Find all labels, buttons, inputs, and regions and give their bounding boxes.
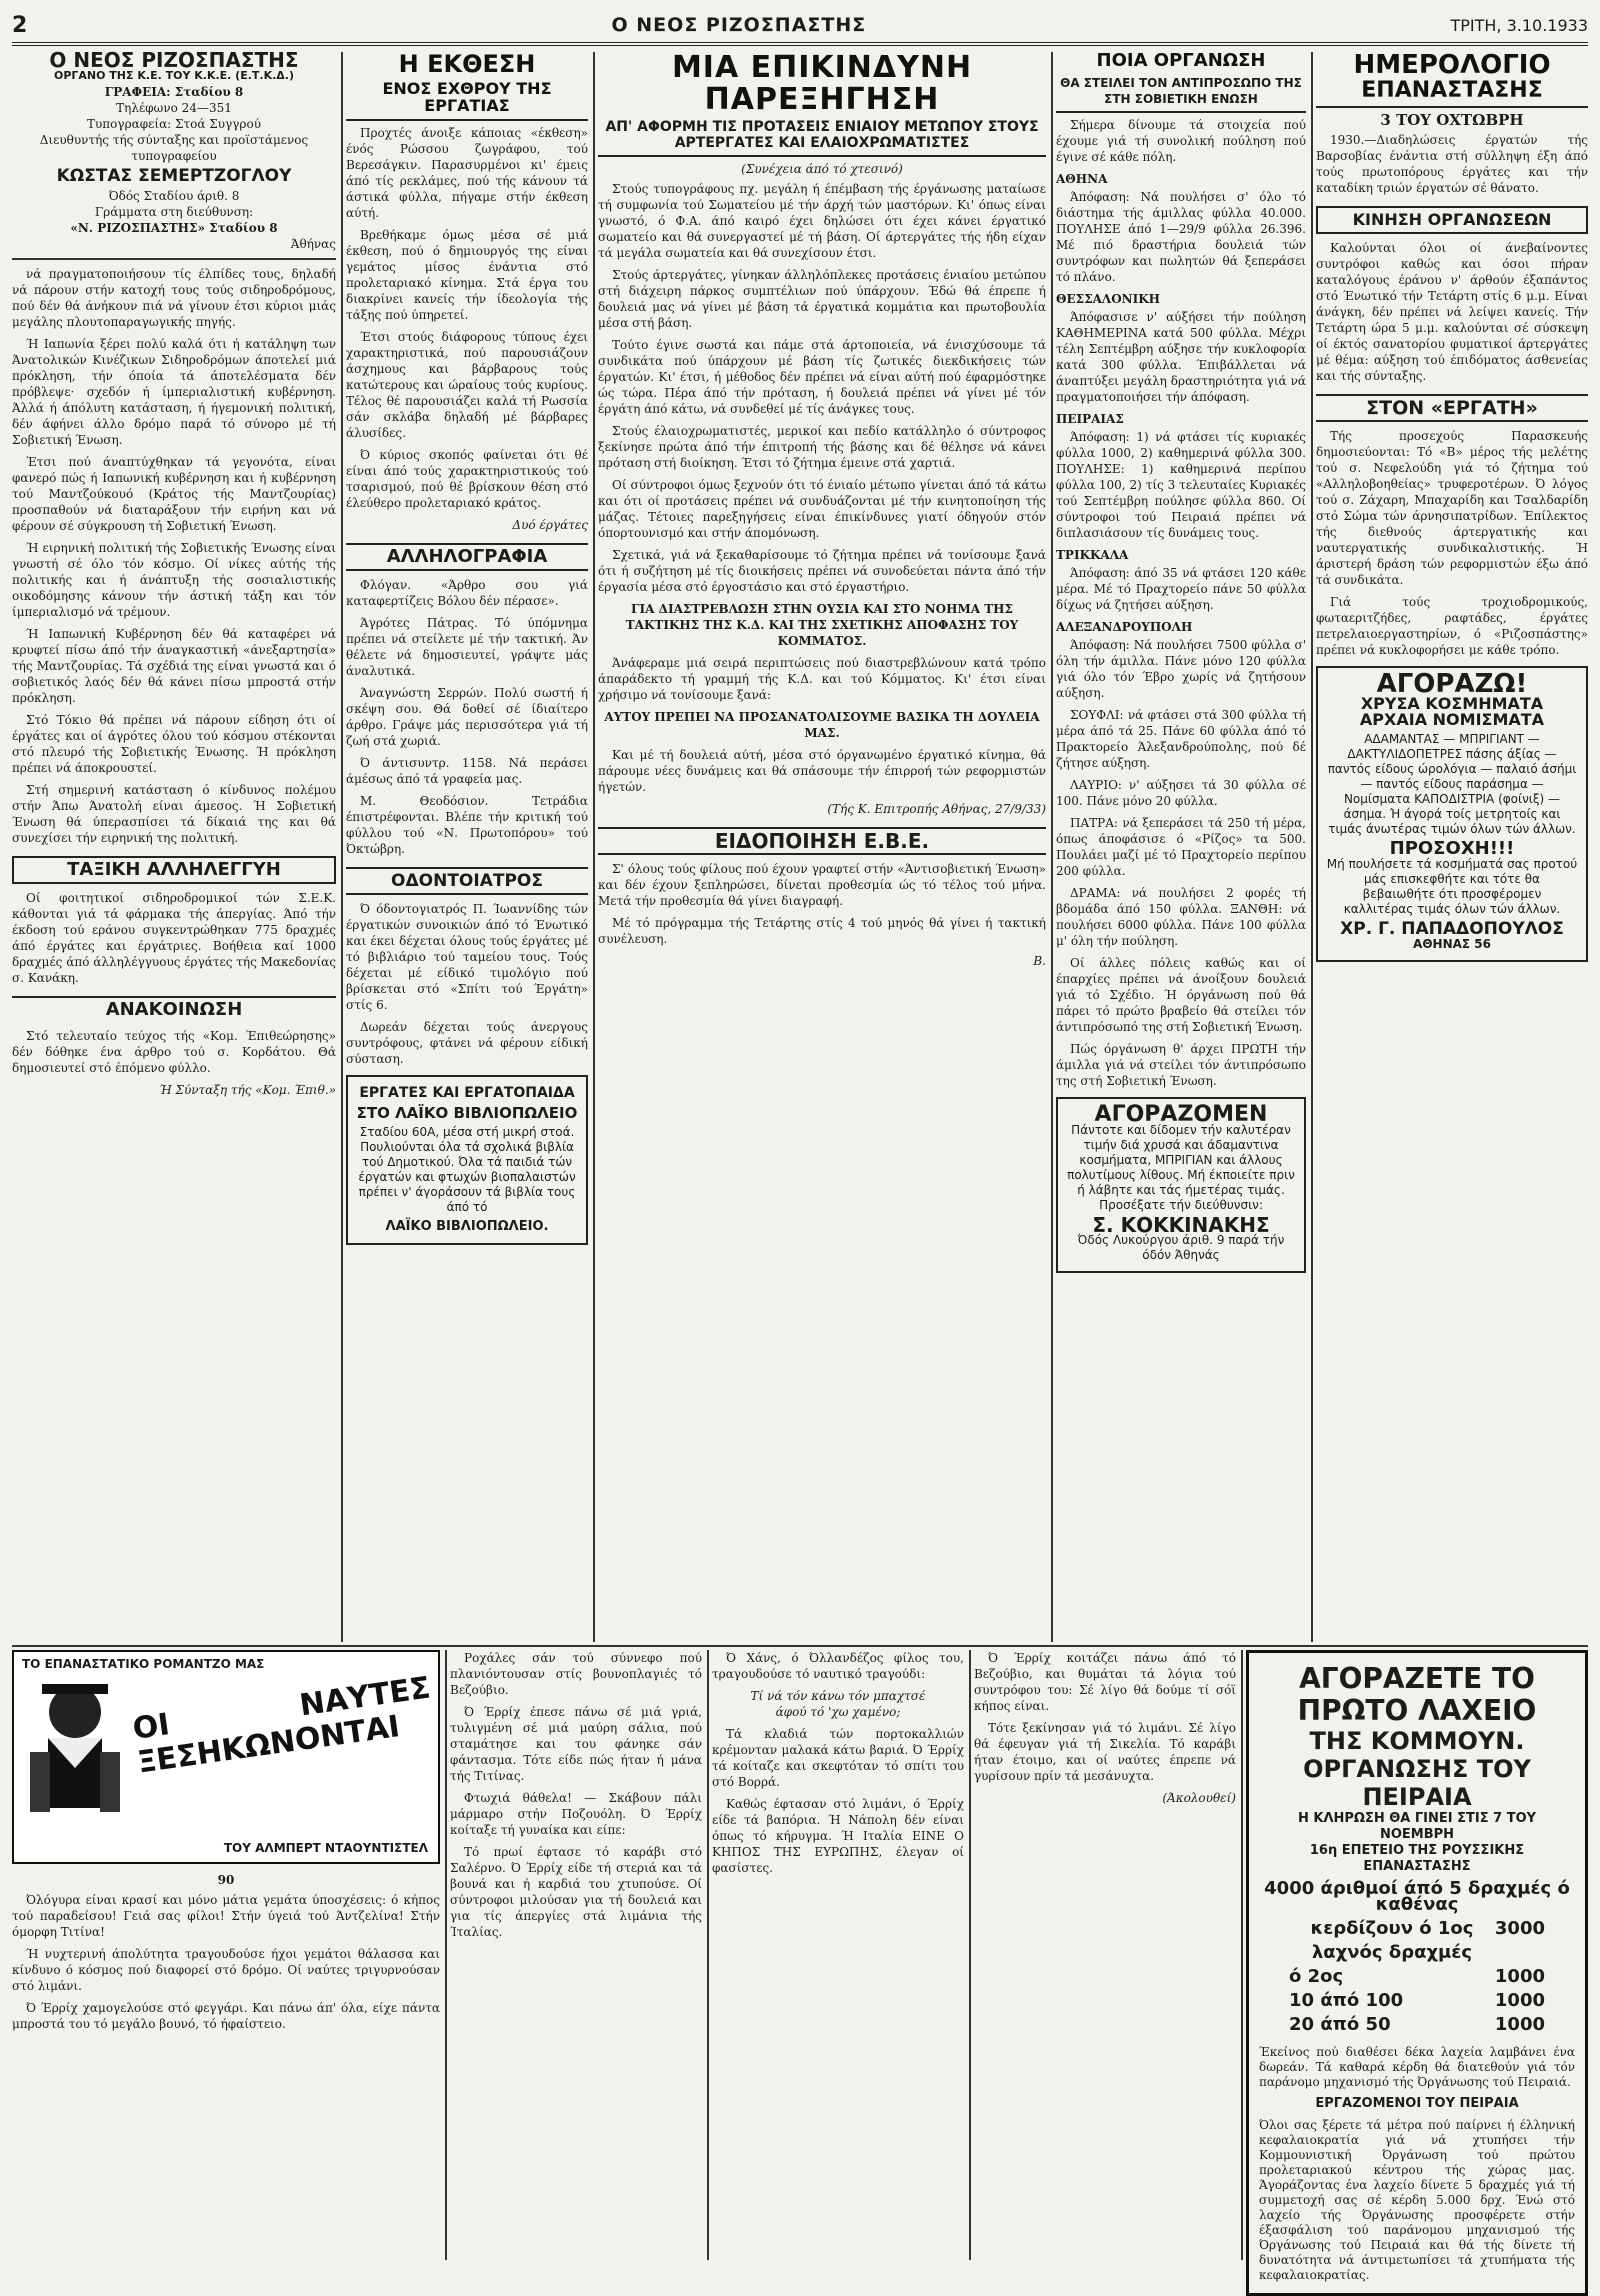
- article-paragraph: Ή ειρηνική πολιτική τής Σοβιετικής Ένωσης είναι γνωστή σέ όλο τόν κόσμο. Οί νίκες αύτής τής πολιτικής και ή άνάπτυξη τής σοσιαλιστικής οικοδόμησης κάνουν τήν άστική τάξη και τόν ίμπεριαλισμό νά τρέμουν.: [12, 541, 336, 619]
- notice-text: Στό τελευταίο τεύχος τής «Κομ. Έπιθεώρησης» δέν δόθηκε ένα άρθρο τού σ. Κορδάτου. Θά δημοσιευτεί στό έπόμενο φύλλο.: [12, 1029, 336, 1075]
- ident-city: Άθήνας: [290, 237, 336, 251]
- lottery-prize-row: [1259, 1965, 1575, 1989]
- column-rule: [707, 1650, 709, 2260]
- serial-paragraph: Όλόγυρα είναι κρασί και μόνο μάτια γεμάτα ύποσχέσεις: ό κήπος τού παραδείσου! Γειά σας φίλοι! Στήν ύγειά τού Άντζελίνα! Στήν όμορφη Τιτίνα!: [12, 1893, 440, 1939]
- serial-column-2: [450, 1650, 702, 2260]
- exhibition-headline: Η ΕΚΘΕΣΗ: [398, 50, 536, 78]
- article-paragraph: Οί σύντροφοι όμως ξεχνούν ότι τό ένιαίο μέτωπο γίνεται άπό τά κάτω και ότι οί προτάσεις πρέπει νά συνδυάζονται μέ τήν κινητοποίηση τής μάζας. Τέτοιες παρεξηγήσεις είναι έπικίνδυνες γιατί όδηγούν στόν όπορτουνισμό και στήν άπομόνωση.: [598, 478, 1046, 540]
- city-report: Άπόφασισε ν' αύξήσει τήν πούληση ΚΑΘΗΜΕΡΙΝΑ κατά 500 φύλλα. Μέχρι τέλη Σεπτέμβρη αύξησε τήν κυκλοφορία κατά 300 φύλλα. Έπιβάλλεται νά άναπτύξει μεγάλη δραστηριότητα γιά νά πραγματοποιήσει τήν άπόφαση.: [1056, 309, 1306, 404]
- lottery-prize-row: [1259, 1917, 1575, 1965]
- contest-intro: Σήμερα δίνουμε τά στοιχεία πού έχουμε γιά τή συνολική πούληση πού έγινε σέ κάθε πόλη.: [1056, 117, 1306, 164]
- jewellery-sell-ad-title: ΑΓΟΡΑΖΩ!: [1376, 669, 1528, 700]
- lead-subheadline: ΑΠ' ΑΦΟΡΜΗ ΤΙΣ ΠΡΟΤΑΣΕΙΣ ΕΝΙΑΙΟΥ ΜΕΤΩΠΟΥ ΣΤΟΥΣ ΑΡΤΕΡΓΑΤΕΣ ΚΑΙ ΕΛΑΙΟΧΡΩΜΑΤΙΣΤΕΣ: [598, 119, 1046, 157]
- jewellery-buy-ad: [1056, 1097, 1306, 1273]
- emphasis-block: ΑΥΤΟΥ ΠΡΕΠΕΙ ΝΑ ΠΡΟΣΑΝΑΤΟΛΙΣΟΥΜΕ ΒΑΣΙΚΑ ΤΗ ΔΟΥΛΕΙΑ ΜΑΣ.: [604, 710, 1040, 740]
- prize-amount: 1000: [1494, 1966, 1545, 1987]
- paper-identity-box: [12, 48, 336, 260]
- calendar-subheadline: ΕΠΑΝΑΣΤΑΣΗΣ: [1316, 79, 1588, 108]
- serial-paragraph: Ό Έρρίχ έπεσε πάνω σέ μιά γριά, τυλιγμένη σέ μιά μαύρη σάλια, πού σταμάτησε και του φάνηκε σάν φάντασμα. Τότε είδε πώς ήταν ή μάνα τής Τιτίνας.: [450, 1705, 702, 1783]
- lottery-prize-row: [1259, 2013, 1575, 2037]
- contest-subheadline: ΘΑ ΣΤΕΙΛΕΙ ΤΟΝ ΑΝΤΙΠΡΟΣΩΠΟ ΤΗΣ ΣΤΗ ΣΟΒΙΕΤΙΚΗ ΕΝΩΣΗ: [1056, 75, 1306, 113]
- city-report: Άπόφαση: Νά πουλήσει 7500 φύλλα σ' όλη τήν άμιλλα. Πάνε μόνο 120 φύλλα γιά όλο τόν Έβρο χωρίς νά ζητήσουν αύξηση.: [1056, 637, 1306, 700]
- serial-paragraph: Καθώς έφτασαν στό λιμάνι, ό Έρρίχ είδε τά βαπόρια. Ή Νάπολη δέν είναι όπως τό κήρυγμα. Ή Ιταλία ΕΙΝΕ Ο ΚΗΠΟΣ ΤΗΣ ΕΥΡΩΠΗΣ, έλεγαν οί φασίστες.: [712, 1797, 964, 1875]
- correspondence-item: Μ. Θεοδόσιον. Τετράδια έπιστρέφονται. Βλέπε τήν κριτική τού φύλλου τού «Ν. Πρωτοπόρου» τού Όκτώβρη.: [346, 793, 588, 856]
- serial-column-4: [974, 1650, 1236, 2260]
- jewellery-sell-ad-warning-body: Μή πουλήσετε τά κοσμήματά σας προτού μάς επισκεφθήτε και τότε θα βεβαιωθήτε ότι προσφέρομεν καλλιτέρας τιμάς όλων τών άλλων.: [1326, 857, 1578, 917]
- city-report: ΣΟΥΦΛΙ: νά φτάσει στά 300 φύλλα τή μέρα άπό τά 25. Πάνε 60 φύλλα άπό τό Πρακτορείο Άλεξανδρούπολης, πού δέ ζήτησε αύξηση.: [1056, 707, 1306, 770]
- worker-heading: ΣΤΟΝ «ΕΡΓΑΤΗ»: [1316, 394, 1588, 422]
- jewellery-sell-ad-body: ΑΔΑΜΑΝΤΑΣ — ΜΠΡΙΓΙΑΝΤ — ΔΑΚΤΥΛΙΔΟΠΕΤΡΕΣ πάσης άξίας — παντός είδους ώρολόγια — παλαιό άσήμι — παντός είδους παράσημα — Νομίσματα ΚΑΠΟΔΙΣΤΡΙΑ (φοίνιξ) — άσημα. Ή άγορά τοίς μετρητοίς και τιμάς άνωτέρας τιμών όλων τών άλλων.: [1327, 732, 1577, 837]
- prize-label: 10 άπό 100: [1289, 1990, 1404, 2011]
- city-heading: ΤΡΙΚΚΑΛΑ: [1056, 547, 1129, 562]
- calendar-headline: ΗΜΕΡΟΛΟΓΙΟ: [1353, 50, 1551, 80]
- serial-author: ΤΟΥ ΑΛΜΠΕΡΤ ΝΤΑΟΥΝΤΙΣΤΕΛ: [223, 1841, 428, 1855]
- column-rule: [341, 52, 343, 1642]
- correspondence-item: Φλόγαν. «Άρθρο σου γιά καταφερτίζεις Βόλου δέν πέρασε».: [346, 577, 588, 608]
- contest-headline: ΠΟΙΑ ΟΡΓΑΝΩΣΗ: [1096, 50, 1266, 71]
- jewellery-sell-ad-subtitle: ΧΡΥΣΑ ΚΟΣΜΗΜΑΤΑ ΑΡΧΑΙΑ ΝΟΜΙΣΜΑΤΑ: [1359, 694, 1545, 730]
- ident-press: Τυπογραφεία: Στοά Συγγρού: [87, 117, 261, 131]
- lottery-appeal-heading: ΕΡΓΑΖΟΜΕΝΟΙ ΤΟΥ ΠΕΙΡΑΙΑ: [1315, 2096, 1519, 2111]
- serial-paragraph: Τό πρωί έφτασε τό καράβι στό Σαλέρνο. Ό Έρρίχ είδε τή στεριά και τά βουνά και ή καρδιά του χτυπούσε. Οί σύντροφοι μιλούσαν για τή δουλειά και για τίς άπεργίες στά λιμάνια τής Ίταλίας.: [450, 1845, 702, 1939]
- bookshop-ad-body: Σταδίου 60Α, μέσα στή μικρή στοά. Πουλιούνται όλα τά σχολικά βιβλία τού Δημοτικού. Όλα τά παιδιά τών έργατών και φτωχών βιοπαλαιστών πρέπει ν' άγοράσουν τά βιβλία τους άπό τό: [358, 1124, 576, 1214]
- organisations-heading: ΚΙΝΗΣΗ ΟΡΓΑΝΩΣΕΩΝ: [1316, 206, 1588, 234]
- serial-column-1: [12, 1650, 440, 2260]
- serial-episode-number: 90: [217, 1873, 235, 1887]
- column-rule: [445, 1650, 447, 2260]
- bookshop-ad-subtitle: ΣΤΟ ΛΑΪΚΟ ΒΙΒΛΙΟΠΩΛΕΙΟ: [356, 1103, 578, 1122]
- ident-editor-address: Όδός Σταδίου άριθ. 8: [108, 189, 240, 203]
- city-heading: ΘΕΣΣΑΛΟΝΙΚΗ: [1056, 291, 1160, 306]
- city-report: Οί άλλες πόλεις καθώς και οί έπαρχίες πρέπει νά άνοίξουν δουλειά γιά τό Σχέδιο. Ή όργάνωση πού θά πάρει τό πρώτο βραβείο θά στείλει τόν άντιπρόσωπό της στή Σοβιετική Ένωση.: [1056, 955, 1306, 1034]
- jewellery-sell-ad-address: ΑΘΗΝΑΣ 56: [1413, 937, 1491, 952]
- bookshop-ad-title: ΕΡΓΑΤΕΣ ΚΑΙ ΕΡΓΑΤΟΠΑΙΔΑ: [359, 1084, 575, 1101]
- column-rule: [1241, 1650, 1243, 2260]
- lottery-occasion: 16η ΕΠΕΤΕΙΟ ΤΗΣ ΡΟΥΣΣΙΚΗΣ ΕΠΑΝΑΣΤΑΣΗΣ: [1309, 1843, 1525, 1874]
- jewellery-sell-ad: [1316, 666, 1588, 962]
- correspondence-item: Άγρότες Πάτρας. Τό ύπόμνημα πρέπει νά στείλετε μέ τήν τακτική. Άν θέλετε νά δημοσιευτεί, γράψτε μάς άναλυτικά.: [346, 615, 588, 678]
- calendar-entry: 1930.—Διαδηλώσεις έργατών τής Βαρσοβίας ένάντια στή σύλληψη έξη άπό τούς πρωτοπόρους έργάτες και τήν καταδίκη τριών έργατών σέ θάνατο.: [1316, 133, 1588, 196]
- article-paragraph: Σχετικά, γιά νά ξεκαθαρίσουμε τό ζήτημα πρέπει νά τονίσουμε ξανά ότι ή συζήτηση μέ τίς διοικήσεις πρέπει νά συνοδεύεται πάντα άπό τήν έργασία μέσα στό έργοστάσιο και στό έργαστήριο.: [598, 548, 1046, 594]
- worker-text: Γιά τούς τροχιοδρομικούς, φωταεριτζήδες, ραφτάδες, έργάτες πετρελαιοεργαστηρίων, ό «Ριζοσπάστης» πρέπει νά κυκλοφορήσει με κάθε τρόπο.: [1316, 595, 1588, 658]
- prize-amount: 1000: [1494, 1990, 1545, 2011]
- dentist-text: Ό όδοντογιατρός Π. Ίωαννίδης τών έργατικών συνοικιών άπό τό Ένωτικό και έκει δέχεται όλους τούς έργάτες μέ τό βιβλιάριο τού ταμείου τους. Τούς δέχεται μέ είδικό τιμολόγιο πού βρίσκεται στό «Σπίτι τού Έργάτη» στίς 6.: [346, 901, 588, 1012]
- city-report: ΠΑΤΡΑ: νά ξεπεράσει τά 250 τή μέρα, όπως άποφάσισε ό «Ρίζος» τα 500. Πουλάει μαζί μέ τό Πραχτορείο περίπου 200 φύλλα.: [1056, 815, 1306, 878]
- solidarity-text: Οί φοιτητικοί σιδηροδρομικοί τών Σ.Ε.Κ. κάθονται γιά τά φάρμακα τής άπεργίας. Άπό τήν έκδοση τού εράνου συγκεντρώθηκαν 775 δραχμές άπό έργάτες και έργάτριες. Βοήθεια καί 1000 δραχμές άπό άλληλέγγυους έργάτες τής Μακεδονίας σ. Κανάκη.: [12, 891, 336, 985]
- solidarity-heading: ΤΑΞΙΚΗ ΑΛΛΗΛΕΓΓΥΗ: [12, 856, 336, 884]
- serial-paragraph: Ή νυχτερινή άπολύτητα τραγουδούσε ήχοι γεμάτοι θάλασσα και κίνδυνο ό κόσμος πού διαφορεί στό δρόμο. Οί ναύτες τριγυρνούσαν στό λιμάνι.: [12, 1947, 440, 1993]
- lottery-title: ΑΓΟΡΑΖΕΤΕ ΤΟ ΠΡΩΤΟ ΛΑΧΕΙΟ: [1297, 1662, 1537, 1727]
- correspondence-heading: ΑΛΛΗΛΟΓΡΑΦΙΑ: [346, 543, 588, 571]
- prize-amount: 3000: [1494, 1918, 1545, 1939]
- jewellery-buy-ad-title: ΑΓΟΡΑΖΟΜΕΝ: [1094, 1101, 1268, 1127]
- lottery-prize-row: [1259, 1989, 1575, 2013]
- article-paragraph: Ό κύριος σκοπός φαίνεται ότι θέ είναι άπό τούς χαρακτηριστικούς τού τσαρισμού, πού θέ βρίσκουν θέση στό έλεύθερο προλεταριακό κράτος.: [346, 447, 588, 510]
- city-heading: ΑΛΕΞΑΝΔΡΟΥΠΟΛΗ: [1056, 619, 1193, 634]
- lottery-appeal: Όλοι σας ξέρετε τά μέτρα πού παίρνει ή έλληνική κεφαλαιοκρατία γιά νά χτυπήσει τήν Κομμουνιστική Όργάνωση τού πρώτου προλεταριακού κέντρου τής χώρας μας. Άγοράζοντας ένα λαχείο δίνετε 5 δραχμές γιά τή συμμετοχή σας σέ κέρδη 5.000 δρχ. Ένώ στό λαχείο τής Όργάνωσης προσφέρετε στήν έξασφάλιση τού παράνομου μηχανισμού τής Όργάνωσης τού Πειραιά και θά τής δίνετε τή δυνατότητα νά άντιμετωπίσει τά χτυπήματα τής κεφαλαιοκρατίας.: [1259, 2118, 1575, 2282]
- article-paragraph: Τούτο έγινε σωστά και πάμε στά άρτοποιεία, νά ένισχύσουμε τά συνδικάτα πού ύπάρχουν μέ βάση τίς ζωτικές διεκδικήσεις τών έργατών. Κι' έτσι, ή μέθοδος δέν πρέπει νά είναι αύτή πού έφαρμόστηκε ώς τώρα. Πέρα άπό τήν πρόταση, ή δουλειά πρέπει νά γίνει μέ τόν έργάτη άπό κάτω, νά συνδεθεί μέ τίς άνάγκες τους.: [598, 338, 1046, 416]
- city-report: Άπόφαση: Νά πουλήσει σ' όλο τό διάστημα τής άμιλλας φύλλα 40.000. ΠΟΥΛΗΣΕ άπό 1—29/9 φύλλα 26.396. Μέ πιό δραστήρια δουλειά τών συντρόφων και πωλητών θά ξεπεράσει τό πλάνο.: [1056, 189, 1306, 284]
- serial-continued: (Άκολουθεί): [1162, 1791, 1236, 1805]
- correspondence-item: Άναγνώστη Σερρών. Πολύ σωστή ή σκέψη σου. Θά δοθεί σέ ίδιαίτερο άρθρο. Γράψε μάς περισσότερα γιά τή ζωή στά χωριά.: [346, 685, 588, 748]
- ident-office: ΓΡΑΦΕΙΑ: Σταδίου 8: [104, 85, 244, 99]
- serial-paragraph: Ροχάλες σάν τού σύννεφο πού πλανιόντουσαν στίς βουνοπλαγιές τό Βεζούβιο.: [450, 1651, 702, 1697]
- prize-label: κερδίζουν ό 1ος λαχνός δραχμές: [1310, 1918, 1474, 1963]
- organisations-text: Καλούνται όλοι οί άνεβαίνοντες συντρόφοι καθώς και όσοι πήραν καταλόγους έράνου ν' άρθούν έξαπάντος στό Ένωτικό τήν Τετάρτη στίς 6 μ.μ. Είναι άνάγκη, δέν πρέπει νά λείψει κανείς. Τήν Τετάρτη ώρα 5 μ.μ. καλούνται σέ σύσκεψη οί έκτός σανατορίου φυματικοί άρτεργάτες μέ θέμα: αύξηση τού έπιδόματος άσθενείας και τής σύνταξης.: [1316, 241, 1588, 384]
- ident-paper: Ο ΝΕΟΣ ΡΙΖΟΣΠΑΣΤΗΣ: [49, 48, 299, 72]
- city-heading: ΑΘΗΝΑ: [1056, 171, 1108, 186]
- lottery-note: Έκείνος πού διαθέσει δέκα λαχεία λαμβάνει ένα δωρεάν. Τά καθαρά κέρδη θά διατεθούν γιά τόν παράνομο μηχανισμό τής Όργάνωσης τού Πειραιά.: [1259, 2045, 1575, 2089]
- prize-label: ό 2ος: [1289, 1966, 1344, 1987]
- dentist-heading: ΟΔΟΝΤΟΙΑΤΡΟΣ: [346, 867, 588, 895]
- serial-paragraph: Τότε ξεκίνησαν γιά τό λιμάνι. Σέ λίγο θά έφευγαν γιά τή Σικελία. Τό καράβι ήταν έτοιμο, και οί ναύτες έπρεπε νά γυρίσουν πρίν τά μεσάνυχτα.: [974, 1721, 1236, 1783]
- serial-paragraph: Τά κλαδιά τών πορτοκαλλιών κρέμονταν μαλακά κάτω βαριά. Ό Έρρίχ τά κοίταζε και σκεφτόταν τό σπίτι του στό Βορρά.: [712, 1727, 964, 1789]
- masthead-date: ΤΡΙΤΗ, 3.10.1933: [1450, 15, 1588, 35]
- ebe-heading: ΕΙΔΟΠΟΙΗΣΗ Ε.Β.Ε.: [598, 827, 1046, 855]
- correspondence-item: Ό άντισυντρ. 1158. Νά περάσει άμέσως άπό τά γραφεία μας.: [346, 755, 588, 786]
- prize-amount: 1000: [1494, 2014, 1545, 2035]
- serial-paragraph: Ό Έρρίχ κοιτάζει πάνω άπό τό Βεζούβιο, και θυμάται τά λόγια τού συντρόφου του: Σέ λίγο θά δούμε τί σόϊ κήπος είναι.: [974, 1651, 1236, 1713]
- city-report: ΛΑΥΡΙΟ: ν' αύξησει τά 30 φύλλα σέ 100. Πάνε μόνο 20 φύλλα.: [1056, 777, 1306, 808]
- ident-phone: Τηλέφωνο 24—351: [116, 101, 232, 115]
- continued-note: (Συνέχεια άπό τό χτεσινό): [741, 162, 903, 176]
- column-rule: [1051, 52, 1053, 1642]
- column-4: [1056, 52, 1306, 1582]
- article-paragraph: νά πραγματοποιήσουν τίς έλπίδες τους, δηλαδή νά πάρουν στήν κατοχή τους τούς σιδηροδρόμους, πού δέν θά άνήκουν πιά νά γίνουν έτσι κύριοι μιάς μεγάλης πλουτοπαραγωγικής πηγής.: [12, 267, 336, 329]
- city-heading: ΠΕΙΡΑΙΑΣ: [1056, 411, 1124, 426]
- lottery-column: [1246, 1650, 1588, 2282]
- city-report: Πώς όργάνωση θ' άρχει ΠΡΩΤΗ τήν άμιλλα γιά νά στείλει τόν άντιπρόσωπο της στή Σοβιετική Ένωση.: [1056, 1041, 1306, 1088]
- exhibition-subheadline: ΕΝΟΣ ΕΧΘΡΟΥ ΤΗΣ ΕΡΓΑΤΙΑΣ: [346, 81, 588, 121]
- city-report: ΔΡΑΜΑ: νά πουλήσει 2 φορές τή βδομάδα άπό 150 φύλλα. ΞΑΝΘΗ: νά πουλήσει 6000 φύλλα. Πάνε 100 φύλλα μ' όλη τήν πούληση.: [1056, 885, 1306, 948]
- serial-column-3: [712, 1650, 964, 2260]
- serial-verse: άφού τό 'χω χαμένο;: [775, 1705, 901, 1719]
- jewellery-sell-ad-name: ΧΡ. Γ. ΠΑΠΑΔΟΠΟΥΛΟΣ: [1340, 919, 1564, 940]
- jewellery-sell-ad-warning: ΠΡΟΣΟΧΗ!!!: [1389, 838, 1515, 860]
- masthead: [12, 8, 1588, 46]
- serial-verse: Τί νά τόν κάνω τόν μπαχτσέ: [750, 1689, 926, 1703]
- lottery-ticket-count: 4000 άριθμοί άπό 5 δραχμές ό καθένας: [1264, 1878, 1570, 1915]
- serial-banner: [12, 1650, 440, 1864]
- worker-text: Τής προσεχούς Παρασκευής δημοσιεύονται: Τό «Β» μέρος τής μελέτης τού σ. Νεφελούδη γιά τό ζήτημα τού «Αλληλοβοηθείας» τρυφεροτέρων. Ό λόγος τού σ. Ζάχαρη, Μπαχαρίδη και Τσαλδαρίδη στό Σώμα τών άρνησιπατρίδων. Έπίλεκτος τής διεθνούς άρτεργατικής και ναυτεργατικής συνδικαλιστικής. Ή άριστερή δράση τών ρεφορμιστών έξω άπό τά συνδικάτα.: [1316, 429, 1588, 588]
- article-paragraph: Στούς άρτεργάτες, γίνηκαν άλληλόπλεκες προτάσεις ένιαίου μετώπου στή διάχειρη πάρκος συμπτέλιων πού ύπάρχουν. Έδώ θά έπρεπε ή δουλειά μας νά γίνει μέ βάση τά έργατικά κομμάτια και πρωτοβουλία μέσα στή βάση.: [598, 268, 1046, 330]
- notice-signature: Ή Σύνταξη τής «Κομ. Έπιθ.»: [159, 1083, 336, 1097]
- column-rule: [969, 1650, 971, 2260]
- ebe-text: Μέ τό πρόγραμμα τής Τετάρτης στίς 4 τού μηνός θά γίνει ή τακτική συνέλευση.: [598, 916, 1046, 946]
- ident-director: Διευθυντής τής σύνταξης και προϊστάμενος τυπογραφείου: [39, 133, 309, 163]
- article-paragraph: Και μέ τή δουλειά αύτή, μέσα στό όργανωμένο έργατικό κίνημα, θά πάρουμε νέες δυνάμεις και θά σπάσουμε τήν έπιρροή τών ρεφορμιστών ήγετών.: [598, 748, 1046, 794]
- article-paragraph: Στό Τόκιο θά πρέπει νά πάρουν είδηση ότι οί έργάτες και οί άγρότες όλου τού κόσμου στέκονται στό πλευρό τής Σοβιετικής Ένωσης. Ή πρόκληση πρέπει νά άποκρουστεί.: [12, 713, 336, 775]
- serial-paragraph: Φτωχιά θάθελα! — Σκάβουν πάλι μάρμαρο στήν Ποζουόλη. Ό Έρρίχ κοίταξε τή γυναίκα και είπε:: [450, 1791, 702, 1837]
- article-paragraph: Ή Ιαπωνία ξέρει πολύ καλά ότι ή κατάληψη των Άνατολικών Κινέζικων Σιδηροδρόμων άποτελεί μιά πρόκληση, τήν όποία τά άποτελέσματα δέν πρόβλεψε· σχεδόν ή ίμπεριαλιστική κυβέρνηση. Άλλά ή άπόλυτη κατάσταση, ή ήγεμονική πολιτική, δέν άφήνει άλλο δρόμο παρά τό σύνορο μέ τή Σοβιετική Ένωση.: [12, 337, 336, 447]
- column-rule: [593, 52, 595, 1642]
- dentist-text: Δωρεάν δέχεται τούς άνεργους συντρόφους, φτάνει νά φέρουν είδική σύσταση.: [346, 1019, 588, 1066]
- lead-headline: ΜΙΑ ΕΠΙΚΙΝΔΥΝΗ ΠΑΡΕΞΗΓΗΣΗ: [671, 50, 973, 117]
- sailor-illustration-icon: [20, 1672, 130, 1852]
- serial-kicker: ΤΟ ΕΠΑΝΑΣΤΑΤΙΚΟ ΡΟΜΑΝΤΖΟ ΜΑΣ: [22, 1657, 265, 1671]
- ident-organ: ΟΡΓΑΝΟ ΤΗΣ Κ.Ε. ΤΟΥ Κ.Κ.Ε. (Ε.Τ.Κ.Δ.): [53, 69, 294, 82]
- ebe-signature: Β.: [1033, 954, 1046, 968]
- article-paragraph: Στή σημερινή κατάσταση ό κίνδυνος πολέμου στήν Άπω Άνατολή είναι άμεσος. Ή Σοβιετική Ένωση θά ύπερασπίσει τά δίκαιά της και θά συνεχίσει τήν ειρηνική της πολιτική.: [12, 783, 336, 845]
- serial-paragraph: Ό Χάνς, ό Όλλανδέζος φίλος του, τραγουδούσε τό ναυτικό τραγούδι:: [712, 1651, 964, 1681]
- prize-label: 20 άπό 50: [1289, 2014, 1391, 2035]
- serial-paragraph: Ό Έρρίχ χαμογελούσε στό φεγγάρι. Και πάνω άπ' όλα, είχε πάντα μπροστά του τό μεγάλο βουνό, τό ήφαίστειο.: [12, 2001, 440, 2031]
- calendar-date: 3 ΤΟΥ ΟΧΤΩΒΡΗ: [1380, 111, 1524, 130]
- article-paragraph: Έτσι στούς διάφορους τύπους έχει χαρακτηριστικά, πού παρουσιάζουν άσχημους και βάρβαρους τούς κατώτερους και ώραίους τούς κυρίους. Τέλος θέ παρουσιάζει καλά τή Ρωσσία σάν σκλάβα δηλαδή μέ βάρβαρες άλυσίδες.: [346, 329, 588, 440]
- bookshop-ad-shop: ΛΑΪΚΟ ΒΙΒΛΙΟΠΩΛΕΙΟ.: [385, 1218, 549, 1234]
- ident-mail-label: Γράμματα στη διεύθυνση:: [94, 205, 254, 219]
- article-signature: Δυό έργάτες: [512, 517, 588, 532]
- column-1: [12, 48, 336, 1642]
- article-paragraph: Ή Ιαπωνική Κυβέρνηση δέν θά καταφέρει νά κρυφτεί πίσω άπό τήν άναγκαστική «άνεξαρτησία» τής Μαντζουρίας. Τά σχέδιά της είναι γνωστά και ό σοβιετικός λαός δέν θά κάνει πίσω μπροστά στήν πρόκληση.: [12, 627, 336, 705]
- article-paragraph: Στούς έλαιοχρωματιστές, μερικοί και πεδίο κατάλληλο ό σύντροφος ξεκίνησε πρώτα άπό τήν έπιτροπή τής βάσης και δέ θέλησε νά κάνει πρόταση στή διοίκηση. Έτσι τό ζήτημα έμεινε στά χαρτιά.: [598, 424, 1046, 470]
- masthead-title: Ο ΝΕΟΣ ΡΙΖΟΣΠΑΣΤΗΣ: [611, 14, 867, 36]
- jewellery-buy-ad-name: Σ. ΚΟΚΚΙΝΑΚΗΣ: [1092, 1212, 1270, 1237]
- article-paragraph: Βρεθήκαμε όμως μέσα σέ μιά έκθεση, πού ό δημιουργός της είναι γεμάτος μίσος ένάντια στό προλεταριακό κίνημα. Στά έργα του διακρίνει κανείς τήν ίδεολογία τής τάξης πού ύπηρετεί.: [346, 227, 588, 322]
- ident-editor: ΚΩΣΤΑΣ ΣΕΜΕΡΤΖΟΓΛΟΥ: [56, 166, 292, 186]
- article-paragraph: Έτσι πού άναπτύχθηκαν τά γεγονότα, είναι φανερό πώς ή Ιαπωνική κυβέρνηση και ή κυβέρνηση τού Μαντζούκουό (Κράτος τής Μαντζουρίας) προσπαθούν νά διαταράξουν τήν ειρήνη και νά φέρουν σέ σύγκρουση τή Σοβιετική Ένωση.: [12, 455, 336, 533]
- column-5: [1316, 52, 1588, 1652]
- emphasis-block: ΓΙΑ ΔΙΑΣΤΡΕΒΛΩΣΗ ΣΤΗΝ ΟΥΣΙΑ ΚΑΙ ΣΤΟ ΝΟΗΜΑ ΤΗΣ ΤΑΚΤΙΚΗΣ ΤΗΣ Κ.Δ. ΚΑΙ ΤΗΣ ΣΧΕΤΙΚΗΣ ΑΠΟΦΑΣΗΣ ΤΟΥ ΚΟΜΜΑΤΟΣ.: [625, 602, 1019, 648]
- lottery-ad: [1246, 1650, 1588, 2296]
- article-signature: (Τής Κ. Επιτροπής Αθήνας, 27/9/33): [827, 802, 1046, 816]
- serial-title: ΟΙ ΝΑΥΤΕΣ ΞΕΣΗΚΩΝΟΝΤΑΙ: [130, 1670, 433, 1781]
- article-paragraph: Άνάφεραμε μιά σειρά περιπτώσεις πού διαστρεβλώνουν κατά τρόπο άπαράδεκτο τή γραμμή τής Κ.Δ. και τού Κόμματος. Κι' έτσι είναι χρήσιμο νά τονίσουμε ξανά:: [598, 656, 1046, 702]
- lottery-subtitle: ΤΗΣ ΚΟΜΜΟΥΝ. ΟΡΓΑΝΩΣΗΣ ΤΟΥ ΠΕΙΡΑΙΑ: [1303, 1727, 1531, 1811]
- article-paragraph: Προχτές άνοιξε κάποιας «έκθεση» ένός Ρώσσου ζωγράφου, τού Βερεσάγκιν. Παρασυρμένοι κι' έμεις άπό τίς ρεκλάμες, πού τής κάνουν τά άστικά φύλλα, πήγαμε στήν έκθεση αύτή.: [346, 125, 588, 220]
- lottery-draw-date: Η ΚΛΗΡΩΣΗ ΘΑ ΓΙΝΕΙ ΣΤΙΣ 7 ΤΟΥ ΝΟΕΜΒΡΗ: [1297, 1811, 1537, 1842]
- article-paragraph: Στούς τυπογράφους πχ. μεγάλη ή έπέμβαση τής έργάνωσης ματαίωσε τή συμφωνία τού Σωματείου μέ τήν άρχή τών μαστόρων. Κι' όπως είναι γνωστό, ό Φ.Α. άπό καιρό έχει δηλώσει ότι έχει κάνει έργατικό σωματείο και θά συνεργαστεί μέ τή βάση. Οί άρτεργάτες τής ήδη είχαν τά μεγάλα σωματεία και θά συνεχίσουν έτσι.: [598, 182, 1046, 260]
- page-number: 2: [12, 12, 28, 38]
- section-rule: [12, 1645, 1588, 1647]
- city-report: Άπόφαση: άπό 35 νά φτάσει 120 κάθε μέρα. Μέ τό Πραχτορείο πάνε 50 φύλλα δίχως νά ζητήσει αύξηση.: [1056, 565, 1306, 612]
- column-3: [598, 52, 1046, 1642]
- notice-heading: ΑΝΑΚΟΙΝΩΣΗ: [12, 996, 336, 1022]
- ident-mail-address: «Ν. ΡΙΖΟΣΠΑΣΤΗΣ» Σταδίου 8: [70, 221, 278, 235]
- city-report: Άπόφαση: 1) νά φτάσει τίς κυριακές φύλλα 1000, 2) καθημερινά φύλλα 300. ΠΟΥΛΗΣΕ: 1) καθημερινά περίπου φύλλα 100, 2) τίς 3 τελευταίες Κυριακές τού Σεπτέμβρη πούλησε φύλλα 860. Οί σύντροφοι τού Πειραιά πρέπει νά διπλασιάσουν τίς δυνάμεις τους.: [1056, 429, 1306, 540]
- column-2: [346, 52, 588, 1642]
- bookshop-ad: [346, 1075, 588, 1245]
- ebe-text: Σ' όλους τούς φίλους πού έχουν γραφτεί στήν «Άντισοβιετική Ένωση» και δέν έχουν ξεπληρώσει, δίνεται προθεσμία ώς τό τέλος τού μήνα. Μετά τήν προθεσμία θά γίνει διαγραφή.: [598, 862, 1046, 908]
- column-rule: [1311, 52, 1313, 1642]
- jewellery-buy-ad-address: Όδός Λυκούργου άριθ. 9 παρά τήν όδόν Άθηνάς: [1077, 1232, 1285, 1262]
- jewellery-buy-ad-body: Πάντοτε και δίδομεν τήν καλυτέραν τιμήν διά χρυσά και άδαμαντινα κοσμήματα, ΜΠΡΙΓΙΑΝ και άλλους πολυτίμους λίθους. Μή έκποιείτε πριν ή λάβητε και τάς ήμετέρας τιμάς. Προσέξατε τήν διεύθυνσιν:: [1067, 1122, 1295, 1212]
